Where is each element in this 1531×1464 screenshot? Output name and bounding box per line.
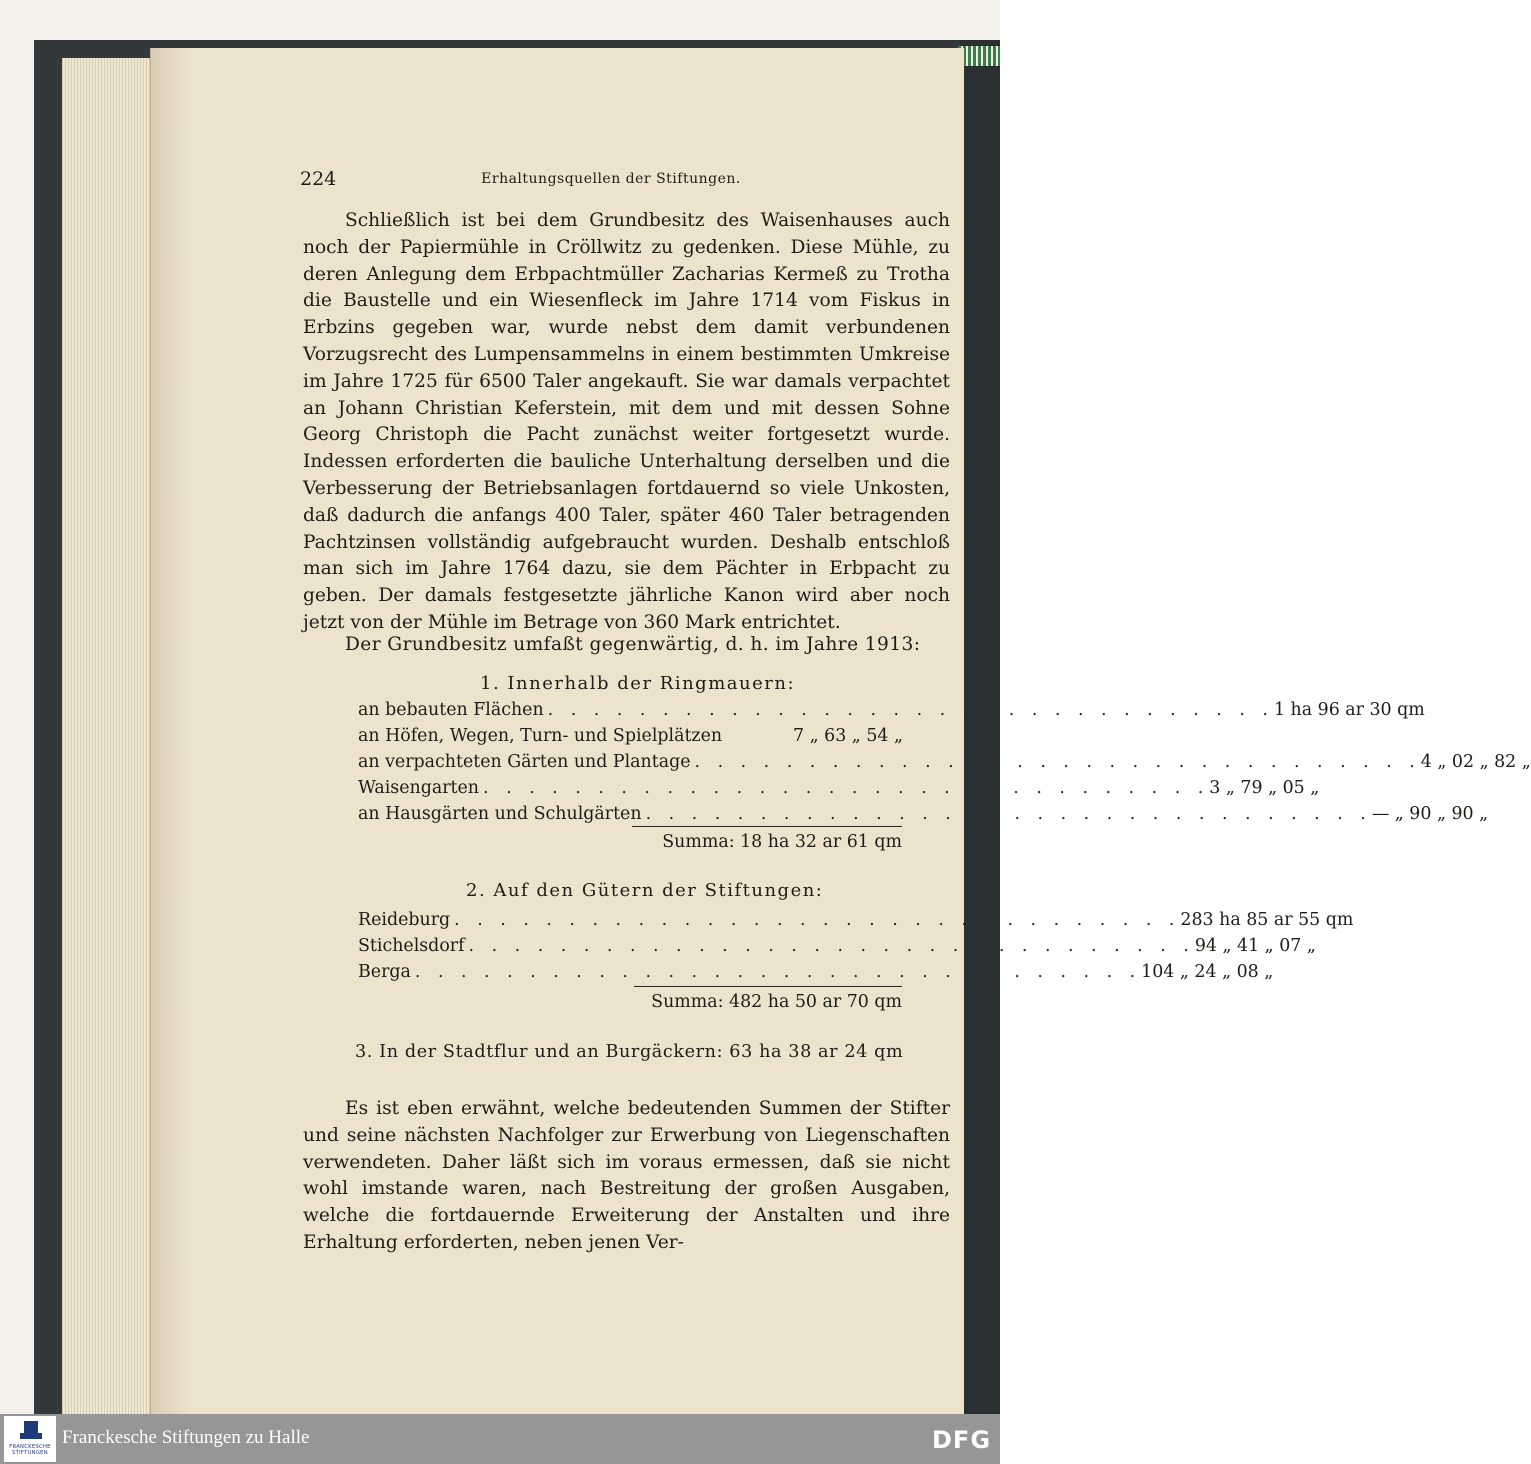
row-label: Reideburg: [358, 910, 451, 930]
dot-leader: . . . . . . . . . . . . . . . . . . . . . . . . . . . . . . . .: [694, 752, 1421, 772]
logo-text: FRANCKESCHE STIFTUNGEN: [9, 1444, 51, 1456]
section-heading-ringmauern: 1. Innerhalb der Ringmauern:: [480, 673, 796, 694]
dot-leader: . . . . . . . . . . . . . . . . . . . . . . . . . . . . . . . .: [645, 804, 1372, 824]
gutter-shadow: [150, 48, 190, 1414]
dot-leader: . . . . . . . . . . . . . . . . . . . . . . . . . . . . . . . .: [454, 910, 1181, 930]
building-icon: [24, 1421, 38, 1437]
dot-leader: . . . . . . . . . . . . . . . . . . . . . . . . . . . . . . . .: [483, 778, 1210, 798]
page-number: 224: [300, 168, 337, 190]
sum-rule: [634, 986, 902, 987]
table-row: [358, 726, 903, 752]
row-value: 7 „ 63 „ 54 „: [793, 726, 903, 746]
page-edges: [62, 58, 158, 1414]
row-value: 283 ha 85 ar 55 qm: [1180, 910, 1354, 930]
table-row: [358, 962, 1274, 988]
marbled-edge: [958, 46, 1000, 66]
row-value: 104 „ 24 „ 08 „: [1141, 962, 1274, 982]
row-value: — „ 90 „ 90 „: [1371, 804, 1489, 824]
sum-rule: [632, 826, 902, 827]
dot-leader: . . . . . . . . . . . . . . . . . . . . . . . . . . . . . . . .: [414, 962, 1142, 982]
row-value: 4 „ 02 „ 82 „: [1420, 752, 1531, 772]
dot-leader: . . . . . . . . . . . . . . . . . . . . . . . . . . . . . . . .: [468, 936, 1195, 956]
table-row: [358, 778, 1320, 804]
section-heading-gueter: 2. Auf den Gütern der Stiftungen:: [466, 880, 824, 901]
dot-leader: [722, 726, 793, 752]
table-row: [358, 752, 1531, 778]
running-head: Erhaltungsquellen der Stiftungen.: [481, 171, 741, 187]
dot-leader: . . . . . . . . . . . . . . . . . . . . . . . . . . . . . . . .: [547, 700, 1274, 720]
table-row: [358, 910, 1354, 936]
sum-ringmauern: Summa: 18 ha 32 ar 61 qm: [662, 832, 902, 852]
row-label: an bebauten Flächen: [358, 700, 544, 720]
row-label: an Hausgärten und Schulgärten: [358, 804, 642, 824]
row-label: an Höfen, Wegen, Turn- und Spielplätzen: [358, 726, 723, 746]
row-value: 94 „ 41 „ 07 „: [1194, 936, 1316, 956]
row-value: 3 „ 79 „ 05 „: [1209, 778, 1320, 798]
paragraph-papiermuehle: Schließlich ist bei dem Grundbesitz des Waisenhauses auch noch der Papiermühle in Cröllwitz zu gedenken. Diese Mühle, zu deren Anlegung dem Erbpachtmüller Zacharias Kermeß zu Trotha die Baustelle und ein Wiesenfleck im Jahre 1714 vom Fiskus in Erbzins gegeben war, wurde nebst dem damit verbundenen Vorzugsrecht des Lumpensammelns in einem bestimmten Umkreise im Jahre 1725 für 6500 Taler angekauft. Sie war damals verpachtet an Johann Christian Keferstein, mit dem und mit dessen Sohne Georg Christoph die Pacht zunächst weiter fortgesetzt wurde. Indessen erforderten die bauliche Unterhaltung derselben und die Verbesserung der Betriebsanlagen fortdauernd so viele Unkosten, daß dadurch die anfangs 400 Taler, später 460 Taler betragenden Pachtzinsen vollständig aufgebraucht wurden. Deshalb entschloß man sich im Jahre 1764 dazu, sie dem Pächter in Erbpacht zu geben. Der damals festgesetzte jährliche Kanon wird aber noch jetzt von der Mühle im Betrage von 360 Mark entrichtet.: [303, 210, 950, 633]
table-row: [358, 936, 1316, 962]
dfg-logo[interactable]: DFG: [932, 1426, 992, 1454]
sum-gueter: Summa: 482 ha 50 ar 70 qm: [651, 992, 902, 1012]
section-stadtflur: 3. In der Stadtflur und an Burgäckern: 63 ha 38 ar 24 qm: [355, 1042, 904, 1062]
paragraph-grundbesitz-intro: Der Grundbesitz umfaßt gegenwärtig, d. h. im Jahre 1913:: [345, 634, 921, 655]
table-row: [358, 700, 1425, 726]
paragraph-summen: Es ist eben erwähnt, welche bedeutenden Summen der Stifter und seine nächsten Nachfolger zur Erwerbung von Liegenschaften verwendeten. Daher läßt sich im voraus ermessen, daß sie nicht wohl imstande waren, nach Bestreitung der großen Ausgaben, welche die fortdauernde Erweiterung der Anstalten und ihre Erhaltung erforderten, neben jenen Ver-: [303, 1098, 950, 1253]
row-label: Stichelsdorf: [358, 936, 465, 956]
footer-bar: [0, 1414, 1000, 1464]
row-label: Waisengarten: [358, 778, 480, 798]
row-label: Berga: [358, 962, 411, 982]
footer-title[interactable]: Franckesche Stiftungen zu Halle: [62, 1427, 310, 1448]
row-label: an verpachteten Gärten und Plantage: [358, 752, 691, 772]
row-value: 1 ha 96 ar 30 qm: [1273, 700, 1425, 720]
francke-logo[interactable]: [4, 1416, 56, 1462]
book-cover-edge: [960, 40, 1000, 1414]
